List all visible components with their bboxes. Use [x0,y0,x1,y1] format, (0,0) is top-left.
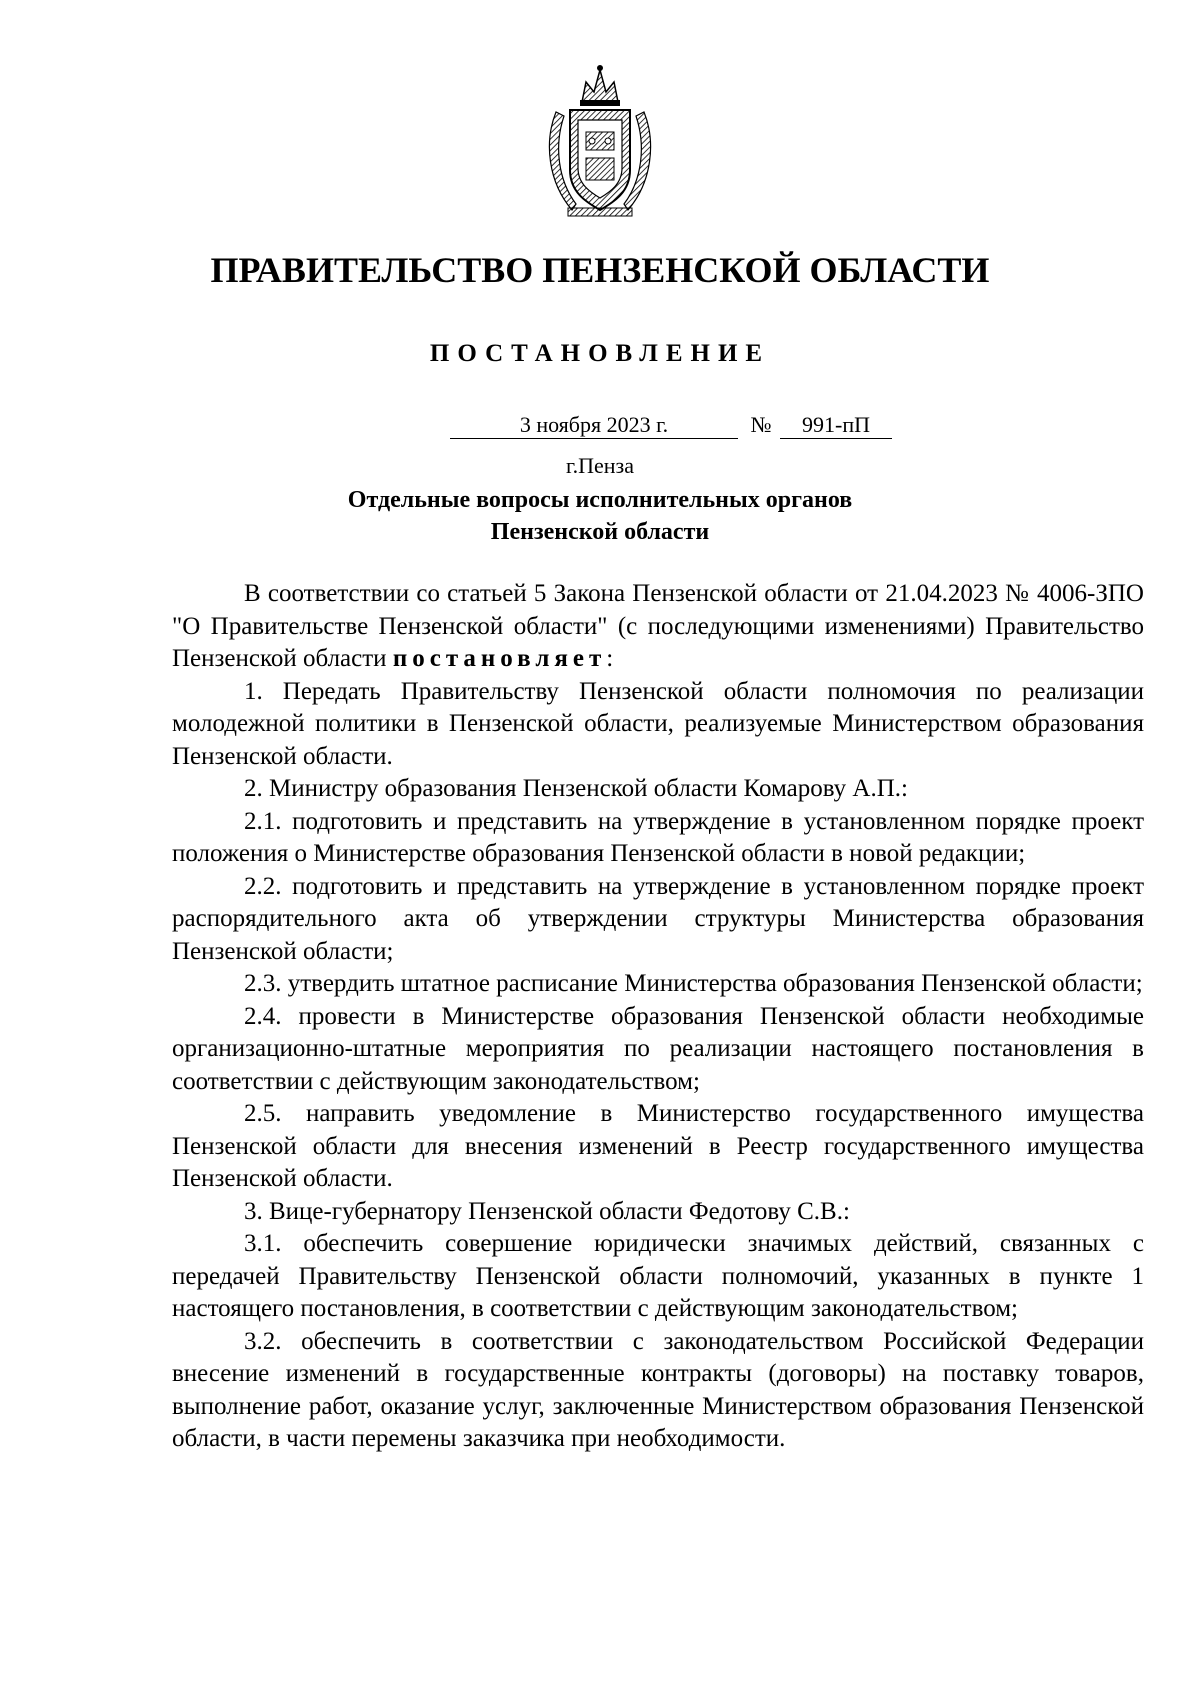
document-type: ПОСТАНОВЛЕНИЕ [429,340,771,367]
paragraph-item-2-1: 2.1. подготовить и представить на утверждение в установленном порядке проект положения о Министерстве образования Пензенской области в новой редакции; [172,807,1144,867]
preamble-text: В соответствии со статьей 5 Закона Пензенской области от 21.04.2023 № 4006-ЗПО "О Правительстве Пензенской области" (с последующими изменениями) Правительство Пензенской области [172,580,1144,672]
organization-title: ПРАВИТЕЛЬСТВО ПЕНЗЕНСКОЙ ОБЛАСТИ [210,250,990,290]
document-number: 991-пП [780,412,892,439]
number-sign: № [750,412,772,437]
paragraph-item-3-1: 3.1. обеспечить совершение юридически значимых действий, связанных с передачей Правительству Пензенской области полномочий, указанных в пункте 1 настоящего постановления, в соответствии с действующим законодательством; [172,1230,1144,1322]
document-city: г.Пенза [566,453,634,478]
paragraph-item-2: 2. Министру образования Пензенской области Комарову А.П.: [244,775,908,802]
paragraph-item-2-2: 2.2. подготовить и представить на утверждение в установленном порядке проект распорядительного акта об утверждении структуры Министерства образования Пензенской области; [172,872,1144,965]
preamble-action: постановляет [392,645,607,672]
paragraph-item-2-3: 2.3. утвердить штатное расписание Министерства образования Пензенской области; [244,970,1143,997]
paragraph-item-1: 1. Передать Правительству Пензенской области полномочия по реализации молодежной политики в Пензенской области, реализуемые Министерством образования Пензенской области. [172,677,1144,770]
date-number-line [0,412,1200,442]
subject-line-2: Пензенской области [490,519,710,545]
paragraph-item-2-5: 2.5. направить уведомление в Министерство государственного имущества Пензенской области для внесения изменений в Реестр государственного имущества Пензенской области. [172,1100,1144,1192]
penza-coat-of-arms-icon [542,62,658,218]
subject-line-1: Отдельные вопросы исполнительных органов [347,487,853,513]
document-date: 3 ноября 2023 г. [450,412,738,439]
document-subject [0,484,1200,548]
preamble-paragraph [172,578,1144,676]
preamble-end: : [606,645,614,672]
document-body [172,578,1144,1456]
paragraph-item-3: 3. Вице-губернатору Пензенской области Федотову С.В.: [244,1197,850,1225]
paragraph-item-3-2: 3.2. обеспечить в соответствии с законодательством Российской Федерации внесение изменений в государственные контракты (договоры) на поставку товаров, выполнение работ, оказание услуг, заключенные Министерством образования Пензенской области, в части перемены заказчика при необходимости. [172,1327,1144,1452]
paragraph-item-2-4: 2.4. провести в Министерстве образования Пензенской области необходимые организационно-штатные мероприятия по реализации настоящего постановления в соответствии с действующим законодательством; [172,1002,1144,1095]
